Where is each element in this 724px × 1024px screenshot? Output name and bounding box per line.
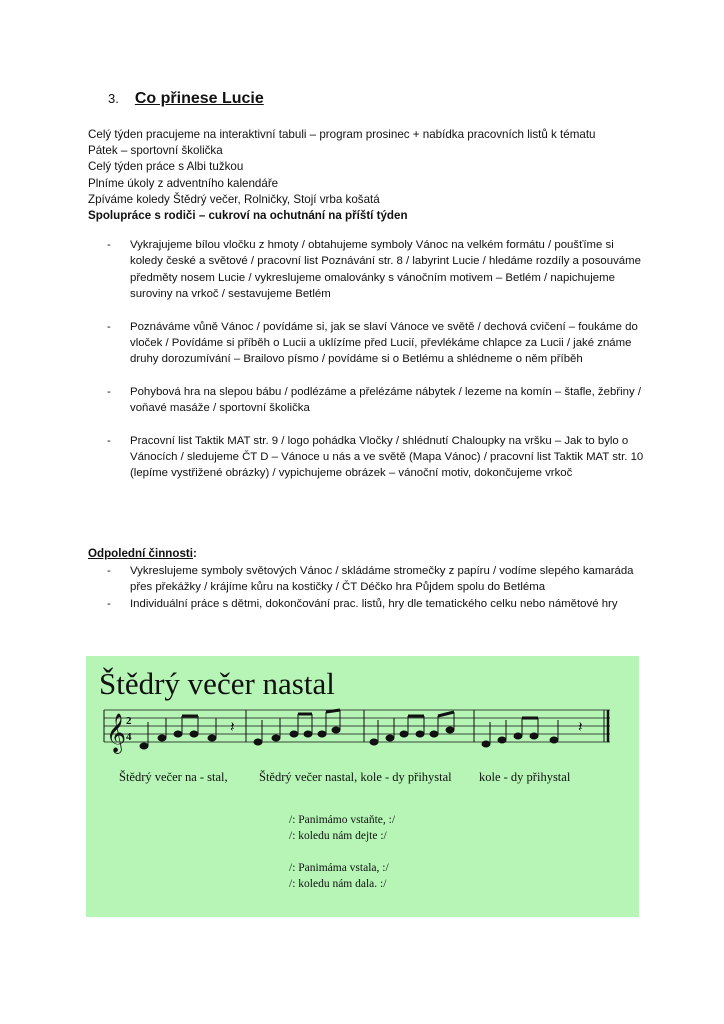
time-signature-top: 2 [126,715,132,727]
activity-item [88,237,648,303]
activity-item [88,433,648,482]
notes-measure-3 [370,712,454,745]
intro-line: Celý týden pracujeme na interaktivní tabuli – program prosinec + nabídka pracovních listů k tématu [88,128,596,141]
list-dash: - [107,565,111,577]
afternoon-list [88,563,648,612]
verse-line: /: Panimámo vstaňte, :/ [289,814,396,826]
intro-line: Zpíváme koledy Štědrý večer, Rolničky, Stojí vrba košatá [88,192,380,206]
afternoon-title: Odpolední činnosti [88,547,193,560]
activity-item [88,319,648,368]
verse-gap [289,844,395,861]
afternoon-heading [88,547,197,560]
section-heading [108,90,264,108]
notes-measure-1 [140,716,235,749]
lyrics-part-2: Štědrý večer nastal, kole - dy přihystal [259,770,452,784]
verse-line: /: koledu nám dala. :/ [289,877,387,890]
activities-list [88,237,648,482]
parent-cooperation-line: Spolupráce s rodiči – cukroví na ochutnání na příští týden [88,209,408,223]
song-title: Štědrý večer nastal [99,666,335,701]
song-verses [289,813,395,892]
list-dash: - [107,597,111,610]
treble-clef-icon: 𝄞 [106,713,127,753]
rest-icon: 𝄽 [578,719,583,736]
lyrics-part-1: Štědrý večer na - stal, [119,770,228,784]
intro-paragraph [88,127,648,224]
notes-measure-2 [254,710,340,745]
list-dash: - [107,239,111,251]
afternoon-item [88,596,648,612]
section-number: 3. [108,91,119,106]
afternoon-text: Vykreslujeme symboly světových Vánoc / skládáme stromečky z papíru / vodíme slepého kamaráda přes překážky / krájíme kůru na kostičky / ČT Déčko hra Půjdem spolu do Betléma [130,565,634,594]
rest-icon: 𝄽 [230,719,235,736]
activity-text: Vykrajujeme bílou vločku z hmoty / obtahujeme symboly Vánoc na velkém formátu / poušťíme si koledy české a světové / pracovní list Poznávání str. 8 / labyrint Lucie / hledáme rozdíly a posouváme předměty nosem Lucie / vykreslujeme omalovánky s vánočním motivem – Betlém / napichujeme suroviny na vrkoč / sestavujeme Betlém [130,239,641,301]
list-dash: - [107,434,111,447]
music-staff [86,704,639,764]
activity-text: Poznáváme vůně Vánoc / povídáme si, jak se slaví Vánoce ve světě / dechová cvičení – foukáme do vloček / Povídáme si příběh o Lucii a uklízíme před Lucií, převlékáme chlapce za Lucii / jaké známe druhy dorozumívání – Brailovo písmo / povídáme si o Betlému a shlédneme o něm příběh [130,320,638,366]
activity-text: Pracovní list Taktik MAT str. 9 / logo pohádka Vločky / shlédnutí Chaloupky na vršku – Jak to bylo o Vánocích / sledujeme ČT D – Vánoce u nás a ve světě (Mapa Vánoc) / pracovní list Taktik MAT str. 10 (lepíme vystřižené obrázky) / vypichujeme obrázek – vánoční motiv, dokončujeme vrkoč [130,434,644,480]
activity-item [88,384,648,417]
notes-measure-4 [482,718,583,747]
lyrics-part-3: kole - dy přihystal [479,770,571,784]
afternoon-text: Individuální práce s dětmi, dokončování prac. listů, hry dle tematického celku nebo námětové hry [130,597,618,610]
list-dash: - [107,385,111,398]
list-dash: - [107,320,111,333]
song-panel [86,656,639,917]
verse-line: /: koledu nám dejte :/ [289,829,387,842]
section-title: Co přinese Lucie [134,90,264,107]
intro-line: Celý týden práce s Albi tužkou [88,160,244,174]
afternoon-colon: : [192,547,197,560]
intro-line: Pátek – sportovní školička [88,144,223,158]
time-signature-bottom: 4 [126,731,132,743]
activity-text: Pohybová hra na slepou bábu / podlézáme a přelézáme nábytek / lezeme na komín – štafle, žebřiny / voňavé masáže / sportovní školička [130,385,641,415]
intro-line: Plníme úkoly z adventního kalendáře [88,176,279,190]
verse-line: /: Panimáma vstala, :/ [289,862,389,874]
afternoon-item [88,563,648,596]
